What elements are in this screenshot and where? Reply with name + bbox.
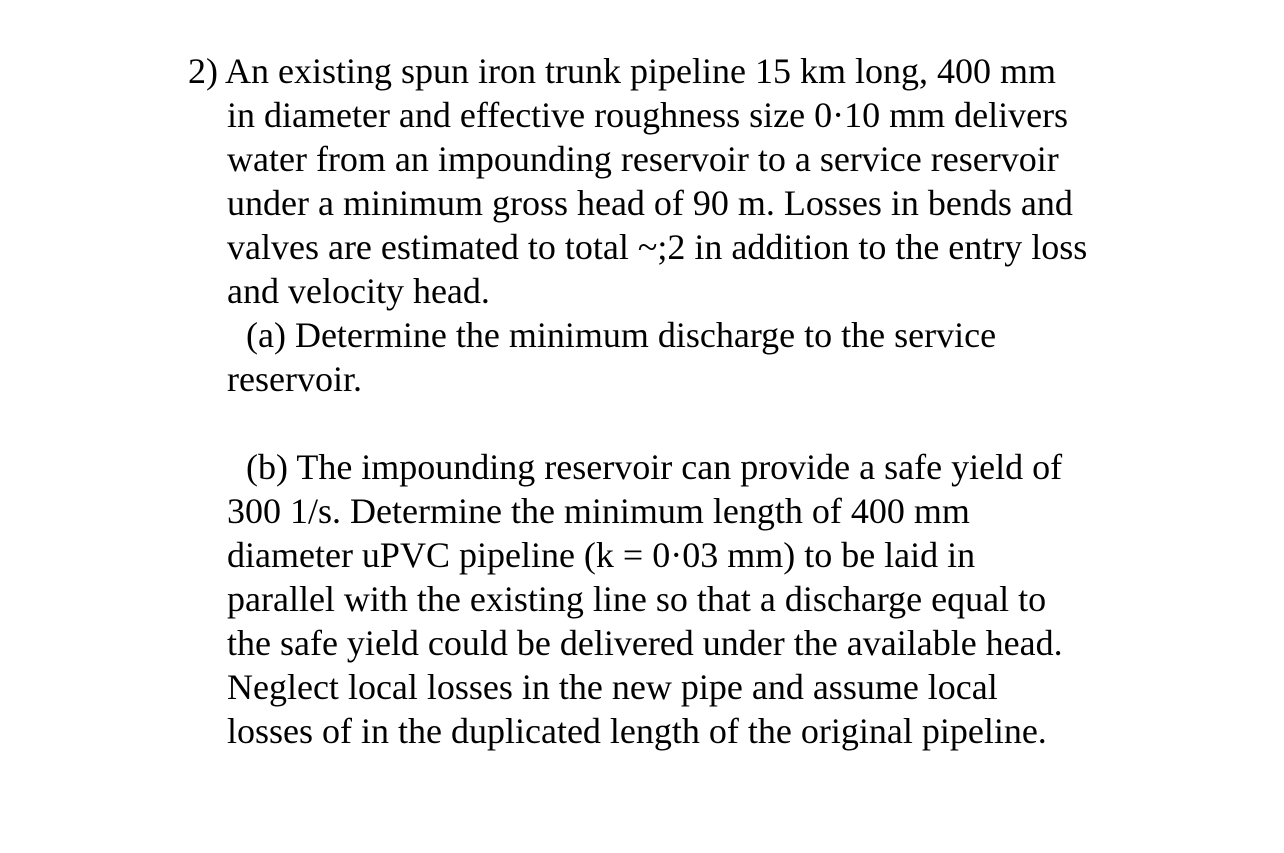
part-b-line: losses of in the duplicated length of the original pipeline. [227, 711, 1047, 751]
part-b-line: parallel with the existing line so that a discharge equal to [227, 579, 1047, 619]
problem-text-line: water from an impounding reservoir to a service reservoir [227, 139, 1059, 179]
part-b-line: the safe yield could be delivered under the available head. [227, 623, 1063, 663]
part-a-line: (a) Determine the minimum discharge to the service [246, 315, 997, 355]
problem-text-line: and velocity head. [227, 271, 490, 311]
problem-text-line: under a minimum gross head of 90 m. Losses in bends and [227, 183, 1073, 223]
part-a-line: reservoir. [227, 359, 362, 399]
problem-intro-line: 2) An existing spun iron trunk pipeline 15 km long, 400 mm [188, 51, 1056, 91]
part-b-line: Neglect local losses in the new pipe and assume local [227, 667, 998, 707]
part-b-line: diameter uPVC pipeline (k = 0·03 mm) to be laid in [227, 535, 976, 575]
problem-text-line: in diameter and effective roughness size 0·10 mm delivers [227, 95, 1069, 135]
problem-text-line: valves are estimated to total ~;2 in addition to the entry loss [227, 227, 1088, 267]
part-b-line: (b) The impounding reservoir can provide a safe yield of [246, 447, 1063, 487]
part-b-line: 300 1/s. Determine the minimum length of 400 mm [227, 491, 970, 531]
